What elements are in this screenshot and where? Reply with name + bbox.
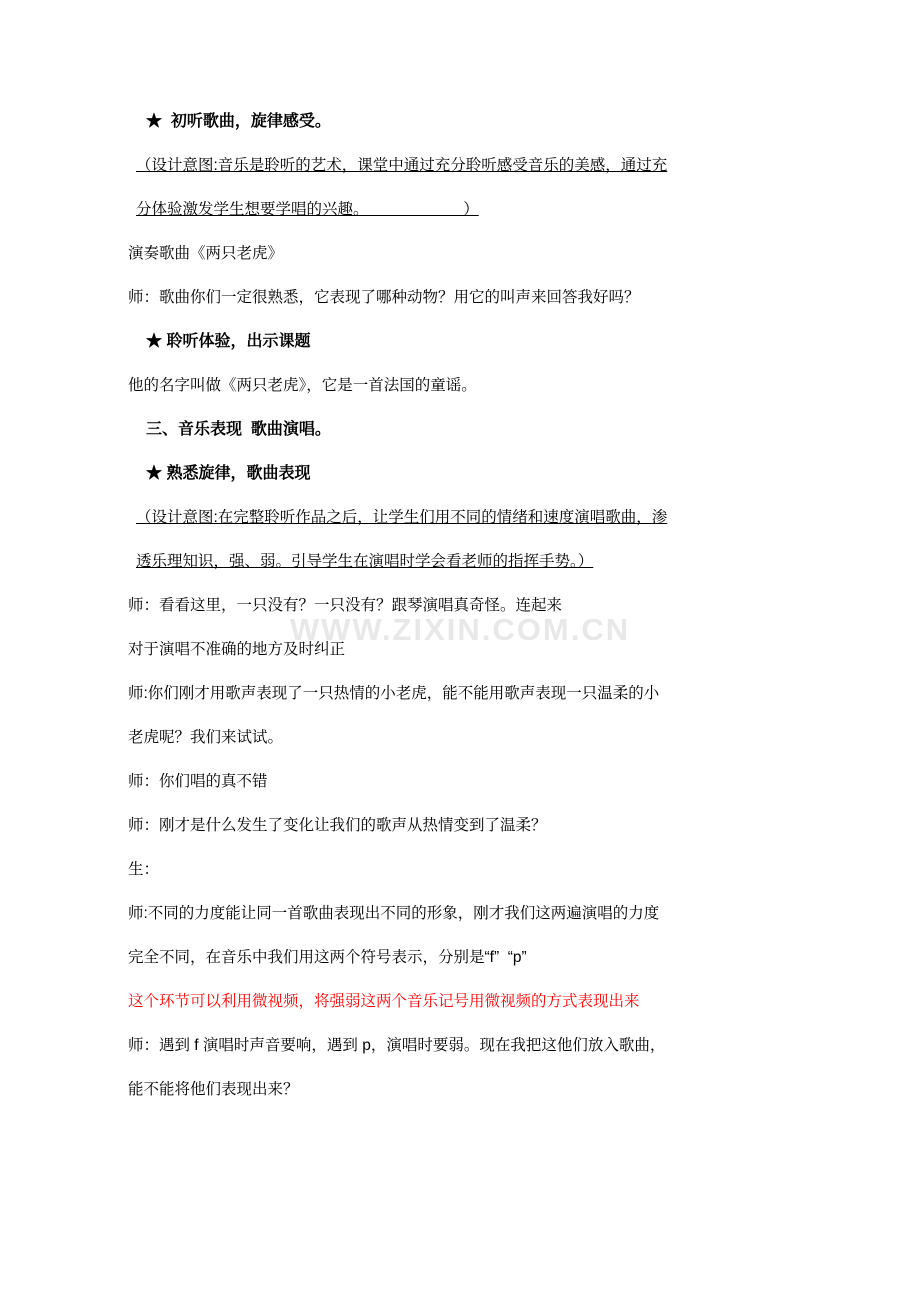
paragraph-dynamics-explain-2: 完全不同，在音乐中我们用这两个符号表示，分别是“f” “p” bbox=[128, 949, 527, 966]
document-body bbox=[128, 100, 800, 1112]
paragraph-praise: 师：你们唱的真不错 bbox=[128, 773, 268, 790]
design-note-line-2: 分体验激发学生想要学唱的兴趣。 ） bbox=[136, 201, 479, 218]
paragraph-perform-song: 演奏歌曲《两只老虎》 bbox=[128, 245, 284, 262]
design-note-2-line-2: 透乐理知识，强、弱。引导学生在演唱时学会看老师的指挥手势。） bbox=[136, 553, 594, 570]
paragraph-teacher-question-change: 师：刚才是什么发生了变化让我们的歌声从热情变到了温柔？ bbox=[128, 817, 547, 834]
paragraph-teacher-question-1: 师：歌曲你们一定很熟悉，它表现了哪种动物？用它的叫声来回答我好吗？ bbox=[128, 289, 640, 306]
paragraph-f-p-instruction-2: 能不能将他们表现出来？ bbox=[128, 1081, 299, 1098]
watermark: WWW.ZIXIN.COM.CN bbox=[289, 612, 631, 647]
section-heading-music-expression: 三、音乐表现 歌曲演唱。 bbox=[146, 421, 331, 438]
section-heading-familiar-melody: ★ 熟悉旋律，歌曲表现 bbox=[146, 465, 311, 482]
paragraph-student-answer: 生： bbox=[128, 861, 160, 878]
paragraph-gentle-tiger-1: 师:你们刚才用歌声表现了一只热情的小老虎，能不能用歌声表现一只温柔的小 bbox=[128, 685, 660, 702]
section-heading-listen-experience: ★ 聆听体验，出示课题 bbox=[146, 333, 311, 350]
design-note-2-line-1: （设计意图:在完整聆听作品之后，让学生们用不同的情绪和速度演唱歌曲，渗 bbox=[136, 509, 668, 526]
paragraph-gentle-tiger-2: 老虎呢？我们来试试。 bbox=[128, 729, 284, 746]
paragraph-f-p-instruction-1: 师：遇到 f 演唱时声音要响，遇到 p，演唱时要弱。现在我把这他们放入歌曲， bbox=[128, 1037, 666, 1054]
paragraph-teacher-look-here: 师：看看这里，一只没有？一只没有？跟琴演唱真奇怪。连起来 bbox=[128, 597, 563, 614]
paragraph-song-name: 他的名字叫做《两只老虎》，它是一首法国的童谣。 bbox=[128, 377, 477, 394]
section-heading-first-listen: ★ 初听歌曲，旋律感受。 bbox=[146, 113, 331, 130]
paragraph-dynamics-explain-1: 师:不同的力度能让同一首歌曲表现出不同的形象，刚才我们这两遍演唱的力度 bbox=[128, 905, 660, 922]
paragraph-correction: 对于演唱不准确的地方及时纠正 bbox=[128, 641, 346, 658]
paragraph-micro-video-note: 这个环节可以利用微视频，将强弱这两个音乐记号用微视频的方式表现出来 bbox=[128, 993, 640, 1010]
design-note-line-1: （设计意图:音乐是聆听的艺术，课堂中通过充分聆听感受音乐的美感，通过充 bbox=[136, 157, 668, 174]
